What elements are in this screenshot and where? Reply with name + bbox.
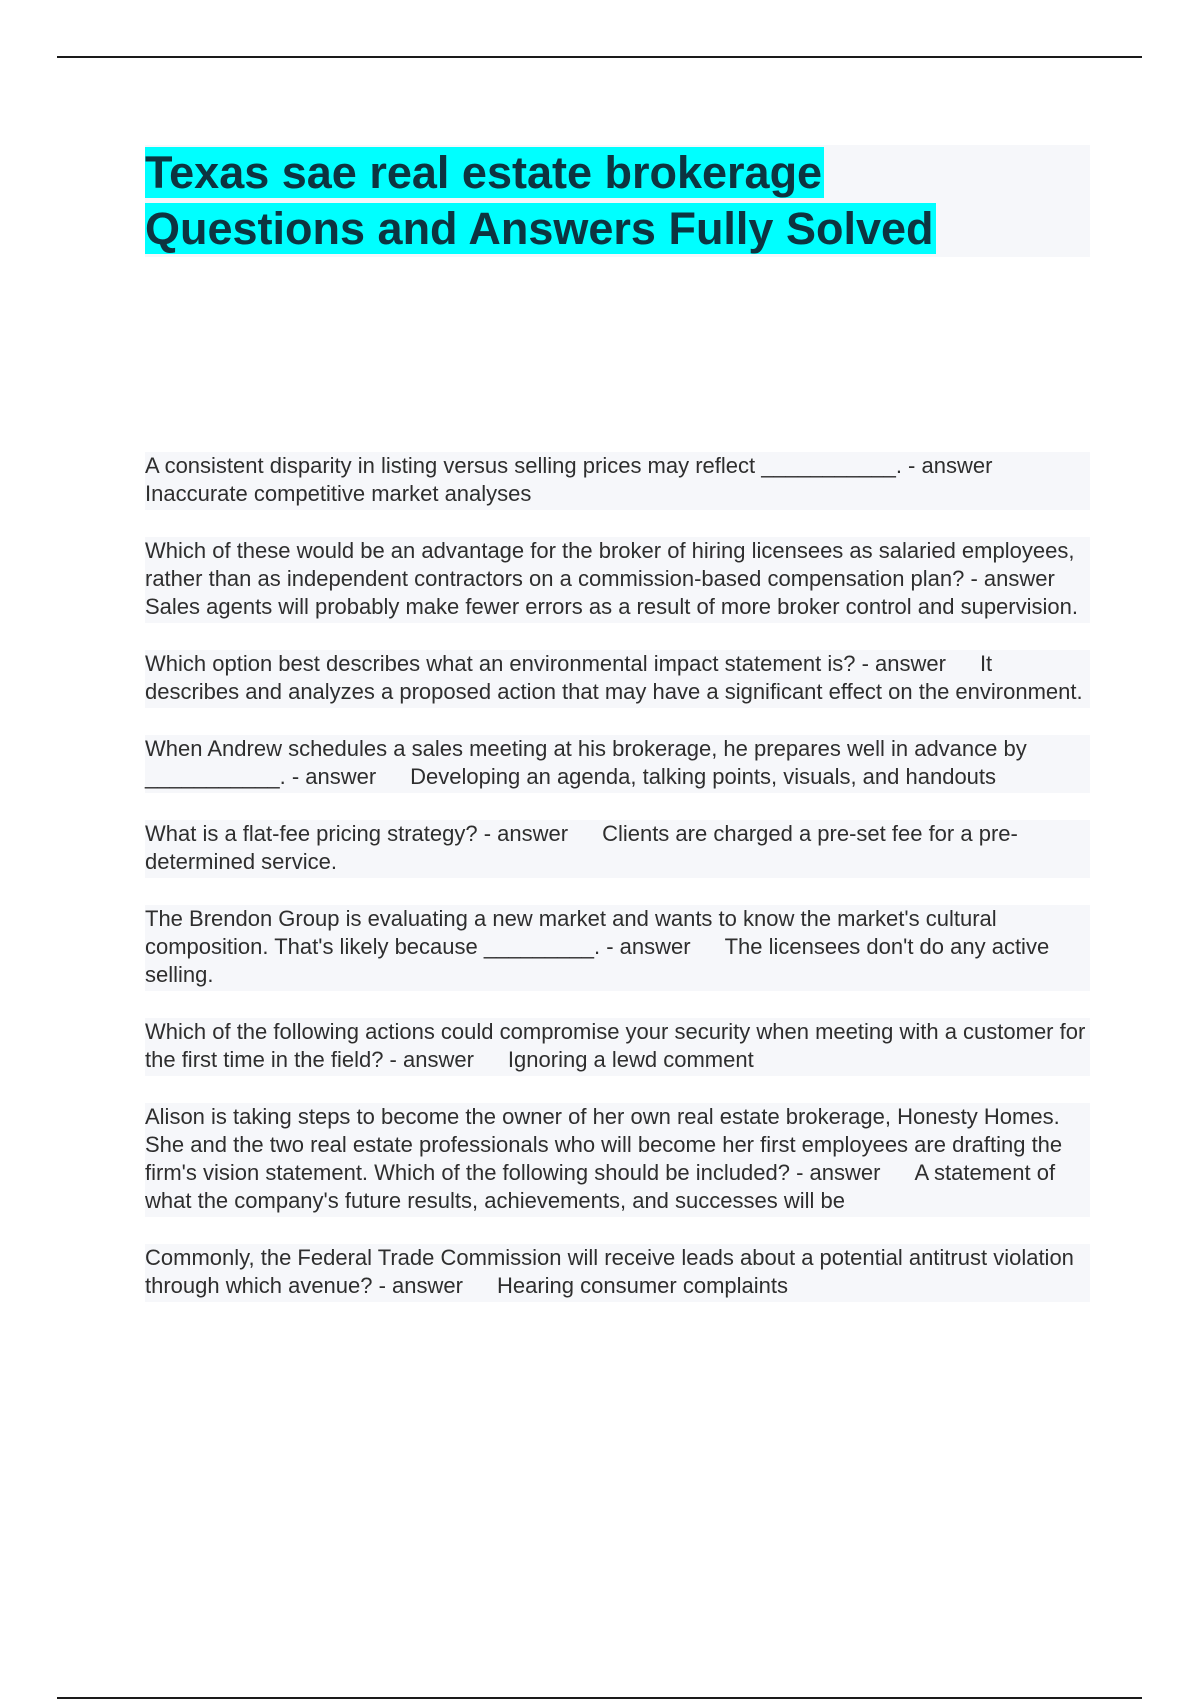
question-text: The Brendon Group is evaluating a new market and wants to know the market's cultural composition. That's likely because _________. - answer xyxy=(145,906,997,959)
top-rule xyxy=(57,56,1142,58)
answer-text: Sales agents will probably make fewer errors as a result of more broker control and supervision. xyxy=(145,594,1078,619)
answer-text: Hearing consumer complaints xyxy=(496,1273,788,1298)
question-text: Commonly, the Federal Trade Commission will receive leads about a potential antitrust violation through which avenue? - answer xyxy=(145,1245,1074,1298)
question-text: Alison is taking steps to become the owner of her own real estate brokerage, Honesty Homes. She and the two real estate professionals who will become her first employees are drafting the firm's vision statement. Which of the following should be included? - answer xyxy=(145,1104,1063,1185)
question-text: A consistent disparity in listing versus selling prices may reflect ___________. - answer xyxy=(145,453,993,478)
answer-text: The licensees don't do any active selling. xyxy=(145,934,1050,987)
answer-text: Clients are charged a pre-set fee for a pre-determined service. xyxy=(145,821,1018,874)
question-text: Which of these would be an advantage for the broker of hiring licensees as salaried employees, rather than as independent contractors on a commission-based compensation plan? - answer xyxy=(145,538,1075,591)
qa-list xyxy=(145,452,1090,1329)
qa-item-3 xyxy=(145,650,1090,708)
qa-item-5 xyxy=(145,820,1090,878)
answer-text: Ignoring a lewd comment xyxy=(507,1047,754,1072)
title-line-1: Texas sae real estate brokerage xyxy=(145,147,823,198)
document-title xyxy=(145,145,1090,257)
answer-text: A statement of what the company's future results, achievements, and successes will be xyxy=(145,1160,1056,1213)
qa-item-9 xyxy=(145,1244,1090,1302)
answer-text: Inaccurate competitive market analyses xyxy=(145,481,532,506)
qa-item-7 xyxy=(145,1018,1090,1076)
question-text: Which of the following actions could compromise your security when meeting with a customer for the first time in the field? - answer xyxy=(145,1019,1086,1072)
question-text: Which option best describes what an environmental impact statement is? - answer xyxy=(145,651,946,676)
answer-text: Developing an agenda, talking points, visuals, and handouts xyxy=(410,764,997,789)
title-block xyxy=(145,145,1090,257)
title-line-2: Questions and Answers Fully Solved xyxy=(145,203,934,254)
qa-item-2 xyxy=(145,537,1090,623)
qa-item-8 xyxy=(145,1103,1090,1217)
bottom-rule xyxy=(57,1697,1142,1699)
question-text: What is a flat-fee pricing strategy? - answer xyxy=(145,821,569,846)
answer-text: It describes and analyzes a proposed action that may have a significant effect on the environment. xyxy=(145,651,1083,704)
qa-item-4 xyxy=(145,735,1090,793)
qa-item-1 xyxy=(145,452,1090,510)
question-text: When Andrew schedules a sales meeting at his brokerage, he prepares well in advance by ___________. - answer xyxy=(145,736,1027,789)
qa-item-6 xyxy=(145,905,1090,991)
